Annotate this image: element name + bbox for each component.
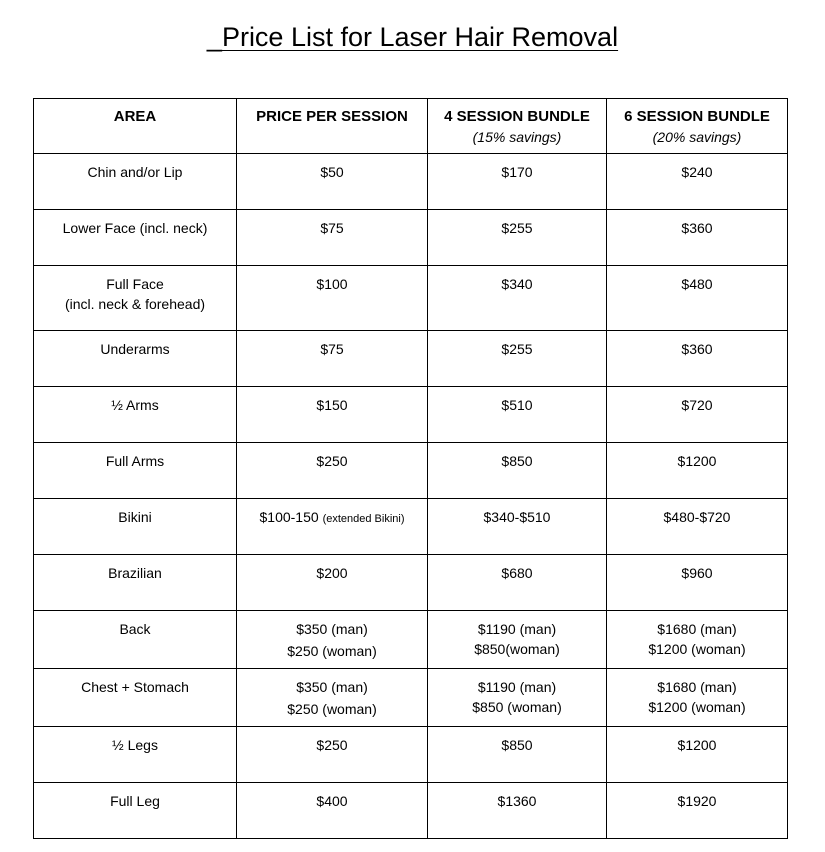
cell-text: $1680 (man)	[657, 679, 737, 695]
table-row	[34, 499, 788, 555]
table-row	[34, 210, 788, 266]
area-cell	[34, 331, 237, 387]
header-6-session-bundle	[607, 99, 788, 154]
cell-text: $360	[681, 341, 713, 357]
price-per-session-cell	[237, 266, 428, 331]
price-line	[241, 507, 423, 529]
bundle-4-cell	[428, 555, 607, 611]
price-per-session-cell	[237, 387, 428, 443]
cell-text: $200	[316, 565, 348, 581]
cell-text: $75	[320, 220, 344, 236]
bundle-4-cell	[428, 443, 607, 499]
table-row	[34, 443, 788, 499]
cell-text: $150	[316, 397, 348, 413]
cell-text: $1190 (man)	[477, 621, 557, 637]
price-table	[33, 98, 788, 839]
bundle-4-cell	[428, 727, 607, 783]
bundle-6-cell	[607, 555, 788, 611]
bundle-4-cell	[428, 210, 607, 266]
price-line	[241, 563, 423, 585]
price-per-session-cell	[237, 210, 428, 266]
cell-text: $350 (man)	[296, 621, 368, 637]
bundle-4-cell	[428, 783, 607, 839]
cell-text: Full Arms	[105, 453, 165, 469]
price-line	[241, 619, 423, 641]
cell-text: $1200 (woman)	[648, 641, 746, 657]
bundle-6-cell	[607, 266, 788, 331]
area-cell	[34, 210, 237, 266]
cell-text: (incl. neck & forehead)	[64, 296, 206, 312]
cell-text: Full Leg	[110, 793, 160, 809]
cell-text: $1200	[677, 453, 717, 469]
price-line	[241, 162, 423, 184]
table-row	[34, 331, 788, 387]
cell-text: $480-$720	[663, 509, 731, 525]
bundle-6-cell	[607, 727, 788, 783]
area-cell	[34, 611, 237, 669]
cell-text: $850(woman)	[474, 641, 560, 657]
cell-text: $510	[501, 397, 533, 413]
cell-text: $250 (woman)	[287, 643, 377, 659]
price-per-session-cell	[237, 611, 428, 669]
bundle-4-cell	[428, 387, 607, 443]
price-per-session-cell	[237, 443, 428, 499]
price-per-session-cell	[237, 154, 428, 210]
price-line	[241, 274, 423, 296]
price-per-session-cell	[237, 499, 428, 555]
bundle-6-cell	[607, 387, 788, 443]
price-per-session-cell	[237, 727, 428, 783]
page-title-text: _Price List for Laser Hair Removal	[206, 22, 619, 52]
bundle-6-cell	[607, 783, 788, 839]
cell-text: $1190 (man)	[477, 679, 557, 695]
cell-text: $1680 (man)	[657, 621, 737, 637]
cell-text: $850	[501, 737, 533, 753]
bundle-4-cell	[428, 154, 607, 210]
price-line	[241, 451, 423, 473]
cell-text: ½ Arms	[111, 397, 159, 413]
cell-text: $250	[316, 453, 348, 469]
cell-text: Brazilian	[108, 565, 162, 581]
header-label: PRICE PER SESSION	[256, 108, 408, 125]
bundle-6-cell	[607, 669, 788, 727]
cell-text: $960	[681, 565, 713, 581]
bundle-4-cell	[428, 669, 607, 727]
bundle-6-cell	[607, 154, 788, 210]
area-cell	[34, 783, 237, 839]
cell-text: $255	[501, 341, 533, 357]
bundle-4-cell	[428, 331, 607, 387]
bundle-4-cell	[428, 499, 607, 555]
table-row	[34, 555, 788, 611]
cell-text: Back	[119, 621, 151, 637]
price-per-session-cell	[237, 783, 428, 839]
area-cell	[34, 669, 237, 727]
cell-text: $250	[316, 737, 348, 753]
cell-text: $1920	[677, 793, 717, 809]
cell-text: $350 (man)	[296, 679, 368, 695]
cell-text: Chest + Stomach	[81, 679, 189, 695]
cell-text: $240	[681, 164, 713, 180]
price-line	[241, 677, 423, 699]
cell-text: $340	[501, 276, 533, 292]
cell-text: $400	[316, 793, 348, 809]
page-title	[0, 20, 825, 54]
header-savings: (20% savings)	[652, 129, 742, 145]
cell-text: ½ Legs	[112, 737, 158, 753]
cell-text: Bikini	[118, 509, 152, 525]
cell-text: $50	[320, 164, 344, 180]
cell-text: $340-$510	[483, 509, 551, 525]
cell-text: $1200	[677, 737, 717, 753]
cell-text: $100-150	[259, 509, 323, 525]
header-label: 4 SESSION BUNDLE	[444, 108, 590, 125]
header-savings: (15% savings)	[472, 129, 562, 145]
cell-text: $850 (woman)	[472, 699, 562, 715]
price-line	[241, 395, 423, 417]
cell-text: Lower Face (incl. neck)	[62, 220, 208, 236]
header-area	[34, 99, 237, 154]
price-line	[241, 735, 423, 757]
bundle-6-cell	[607, 611, 788, 669]
price-line	[241, 218, 423, 240]
header-label: AREA	[113, 108, 157, 125]
cell-text: $360	[681, 220, 713, 236]
price-note: (extended Bikini)	[322, 513, 405, 525]
table-row	[34, 611, 788, 669]
area-cell	[34, 154, 237, 210]
cell-text: $1200 (woman)	[648, 699, 746, 715]
area-cell	[34, 727, 237, 783]
cell-text: $850	[501, 453, 533, 469]
cell-text: $250 (woman)	[287, 701, 377, 717]
header-row	[34, 99, 788, 154]
area-cell	[34, 443, 237, 499]
bundle-4-cell	[428, 611, 607, 669]
table-row	[34, 387, 788, 443]
area-cell	[34, 387, 237, 443]
cell-text: Full Face	[106, 276, 164, 292]
header-price-per-session	[237, 99, 428, 154]
area-cell	[34, 499, 237, 555]
bundle-6-cell	[607, 443, 788, 499]
header-4-session-bundle	[428, 99, 607, 154]
bundle-6-cell	[607, 331, 788, 387]
table-row	[34, 727, 788, 783]
price-line	[241, 791, 423, 813]
cell-text: $1360	[497, 793, 537, 809]
bundle-6-cell	[607, 499, 788, 555]
bundle-6-cell	[607, 210, 788, 266]
cell-text: $680	[501, 565, 533, 581]
cell-text: $75	[320, 341, 344, 357]
price-line	[241, 339, 423, 361]
cell-text: Underarms	[100, 341, 170, 357]
cell-text: $170	[501, 164, 533, 180]
table-row	[34, 669, 788, 727]
cell-text: $100	[316, 276, 348, 292]
table-row	[34, 266, 788, 331]
table-row	[34, 783, 788, 839]
cell-text: $255	[501, 220, 533, 236]
cell-text: Chin and/or Lip	[87, 164, 183, 180]
price-per-session-cell	[237, 331, 428, 387]
area-cell	[34, 266, 237, 331]
header-label: 6 SESSION BUNDLE	[624, 108, 770, 125]
table-row	[34, 154, 788, 210]
cell-text: $480	[681, 276, 713, 292]
price-per-session-cell	[237, 555, 428, 611]
price-per-session-cell	[237, 669, 428, 727]
cell-text: $720	[681, 397, 713, 413]
area-cell	[34, 555, 237, 611]
bundle-4-cell	[428, 266, 607, 331]
